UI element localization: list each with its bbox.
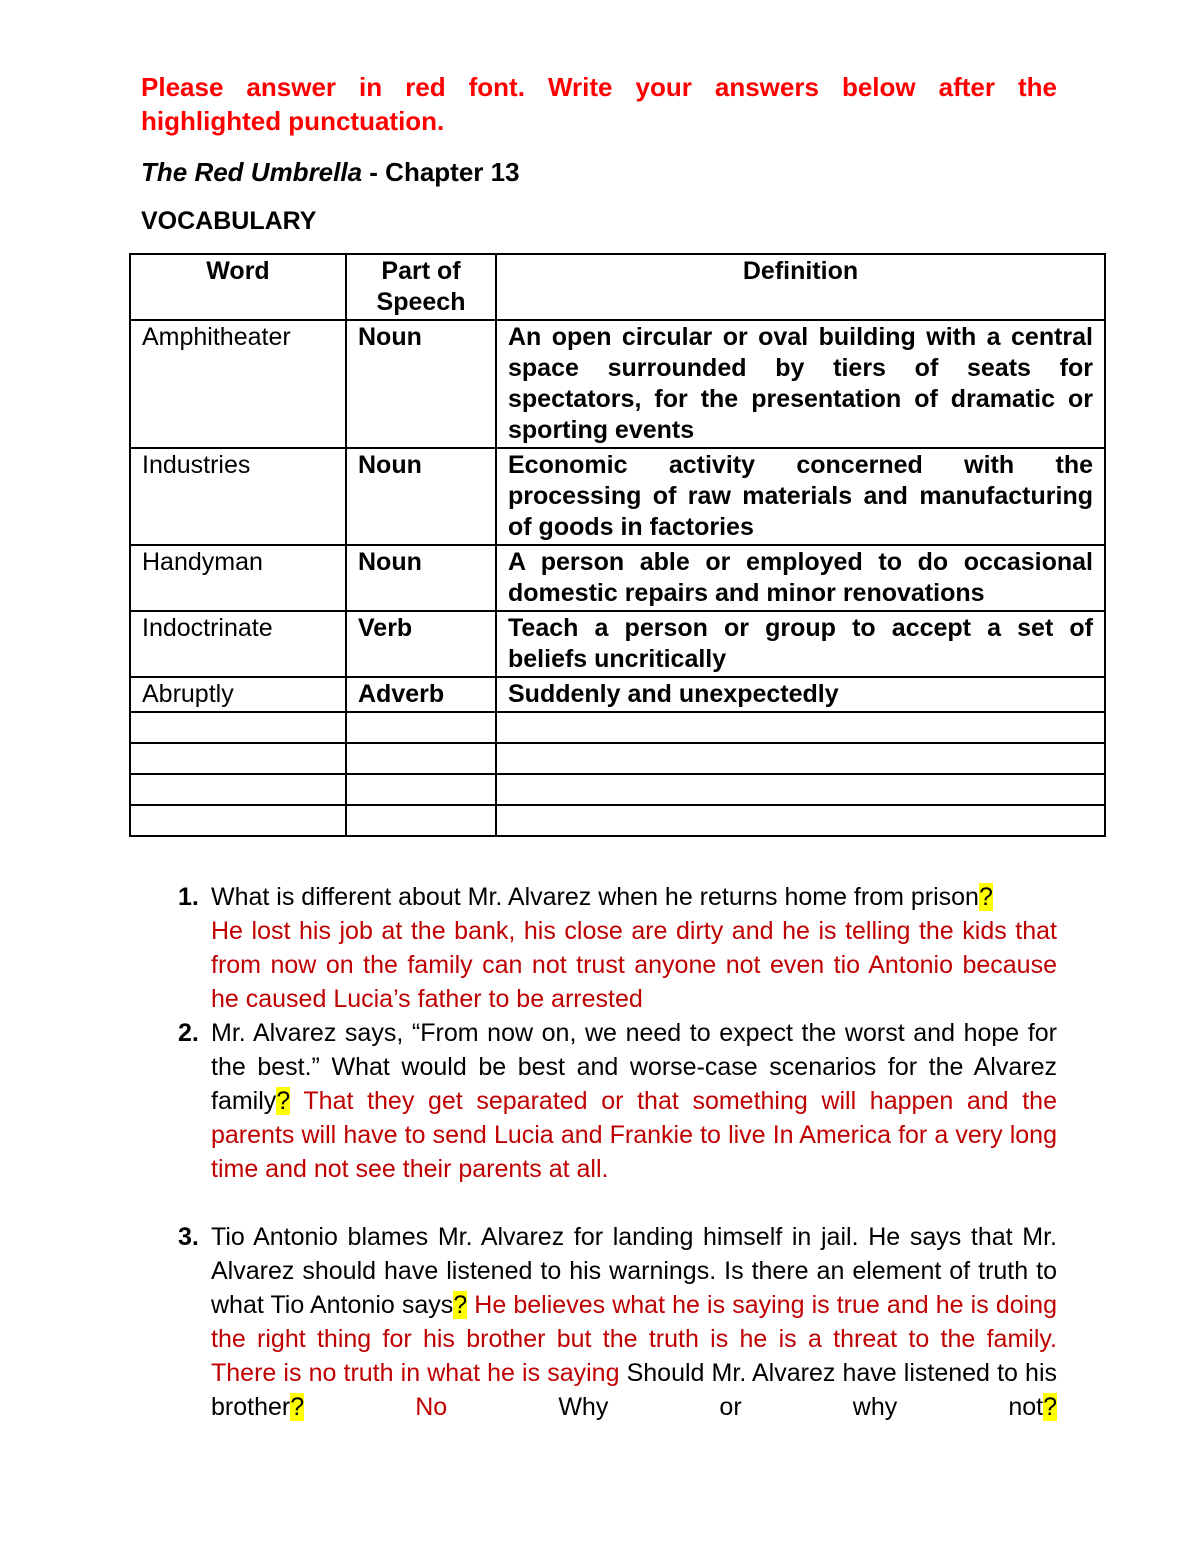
answer-text[interactable]: He believes what he is saying is true and he is doing the right thing for his brother but the truth is he is a threat to the family. There is no truth in what he is saying [211,1291,1057,1387]
definition-cell: Teach a person or group to accept a set of beliefs uncritically [496,611,1105,677]
question-number: 2. [178,1019,199,1047]
word-cell: Handyman [130,545,346,611]
highlighted-mark: ? [1043,1393,1057,1421]
vocabulary-table [129,253,1106,837]
answer-text[interactable]: That they get separated or that something will happen and the parents will have to send Lucia and Frankie to live In America for a very long time and not see their parents at all. [211,1087,1057,1183]
blank-cell[interactable] [346,774,496,805]
pos-cell: Noun [346,320,496,448]
blank-cell[interactable] [496,743,1105,774]
question-text: What is different about Mr. Alvarez when he returns home from prison [211,883,979,911]
pos-cell: Adverb [346,677,496,712]
header-definition: Definition [496,254,1105,320]
questions-list [141,880,1057,1424]
table-row [130,545,1105,611]
highlighted-mark: ? [978,883,993,911]
blank-cell[interactable] [130,805,346,836]
instructions [141,70,1057,138]
question-1 [141,880,1057,1016]
header-part-of-speech: Part of Speech [346,254,496,320]
blank-cell[interactable] [346,805,496,836]
blank-cell[interactable] [346,712,496,743]
definition-cell: Economic activity concerned with the processing of raw materials and manufacturing of goods in factories [496,448,1105,545]
instructions-line-2: highlighted punctuation. [141,106,445,136]
pos-cell: Verb [346,611,496,677]
definition-cell: Suddenly and unexpectedly [496,677,1105,712]
blank-cell[interactable] [130,743,346,774]
pos-cell: Noun [346,448,496,545]
table-row [130,611,1105,677]
question-3 [141,1220,1057,1424]
table-row [130,677,1105,712]
instructions-line-1: Please answer in red font. Write your answers below after the [141,72,1057,102]
answer-text[interactable]: He lost his job at the bank, his close are dirty and he is telling the kids that from now on the family can not trust anyone not even tio Antonio because he caused Lucia’s father to be arrested [211,917,1057,1013]
question-2 [141,1016,1057,1186]
highlighted-mark: ? [290,1393,305,1421]
question-text-3: Why or why not [447,1393,1044,1421]
pos-cell: Noun [346,545,496,611]
chapter-title [141,155,520,189]
table-row [130,320,1105,448]
definition-cell: An open circular or oval building with a central space surrounded by tiers of seats for spectators, for the presentation of dramatic or sporting events [496,320,1105,448]
question-text-2: Should Mr. Alvarez have listened to his brother [211,1359,1057,1421]
highlighted-mark: ? [276,1087,291,1115]
question-text: Mr. Alvarez says, “From now on, we need to expect the worst and hope for the best.” What would be best and worse-case scenarios for the Alvarez family [211,1019,1057,1115]
blank-cell[interactable] [130,712,346,743]
word-cell: Indoctrinate [130,611,346,677]
table-row [130,448,1105,545]
answer-text-2[interactable]: No [304,1393,448,1421]
highlighted-mark: ? [453,1291,468,1319]
blank-cell[interactable] [496,712,1105,743]
blank-row [130,805,1105,836]
header-word: Word [130,254,346,320]
blank-row [130,743,1105,774]
question-text: Tio Antonio blames Mr. Alvarez for landing himself in jail. He says that Mr. Alvarez should have listened to his warnings. Is there an element of truth to what Tio Antonio says [211,1223,1057,1319]
chapter-label: - Chapter 13 [362,157,520,187]
blank-cell[interactable] [496,774,1105,805]
table-header-row [130,254,1105,320]
blank-cell[interactable] [130,774,346,805]
question-number: 3. [178,1223,199,1251]
question-number: 1. [178,883,199,911]
blank-cell[interactable] [346,743,496,774]
word-cell: Amphitheater [130,320,346,448]
word-cell: Abruptly [130,677,346,712]
definition-cell: A person able or employed to do occasional domestic repairs and minor renovations [496,545,1105,611]
book-title: The Red Umbrella [141,157,363,187]
blank-cell[interactable] [496,805,1105,836]
blank-row [130,774,1105,805]
word-cell: Industries [130,448,346,545]
blank-row [130,712,1105,743]
vocabulary-heading: VOCABULARY [141,207,317,235]
